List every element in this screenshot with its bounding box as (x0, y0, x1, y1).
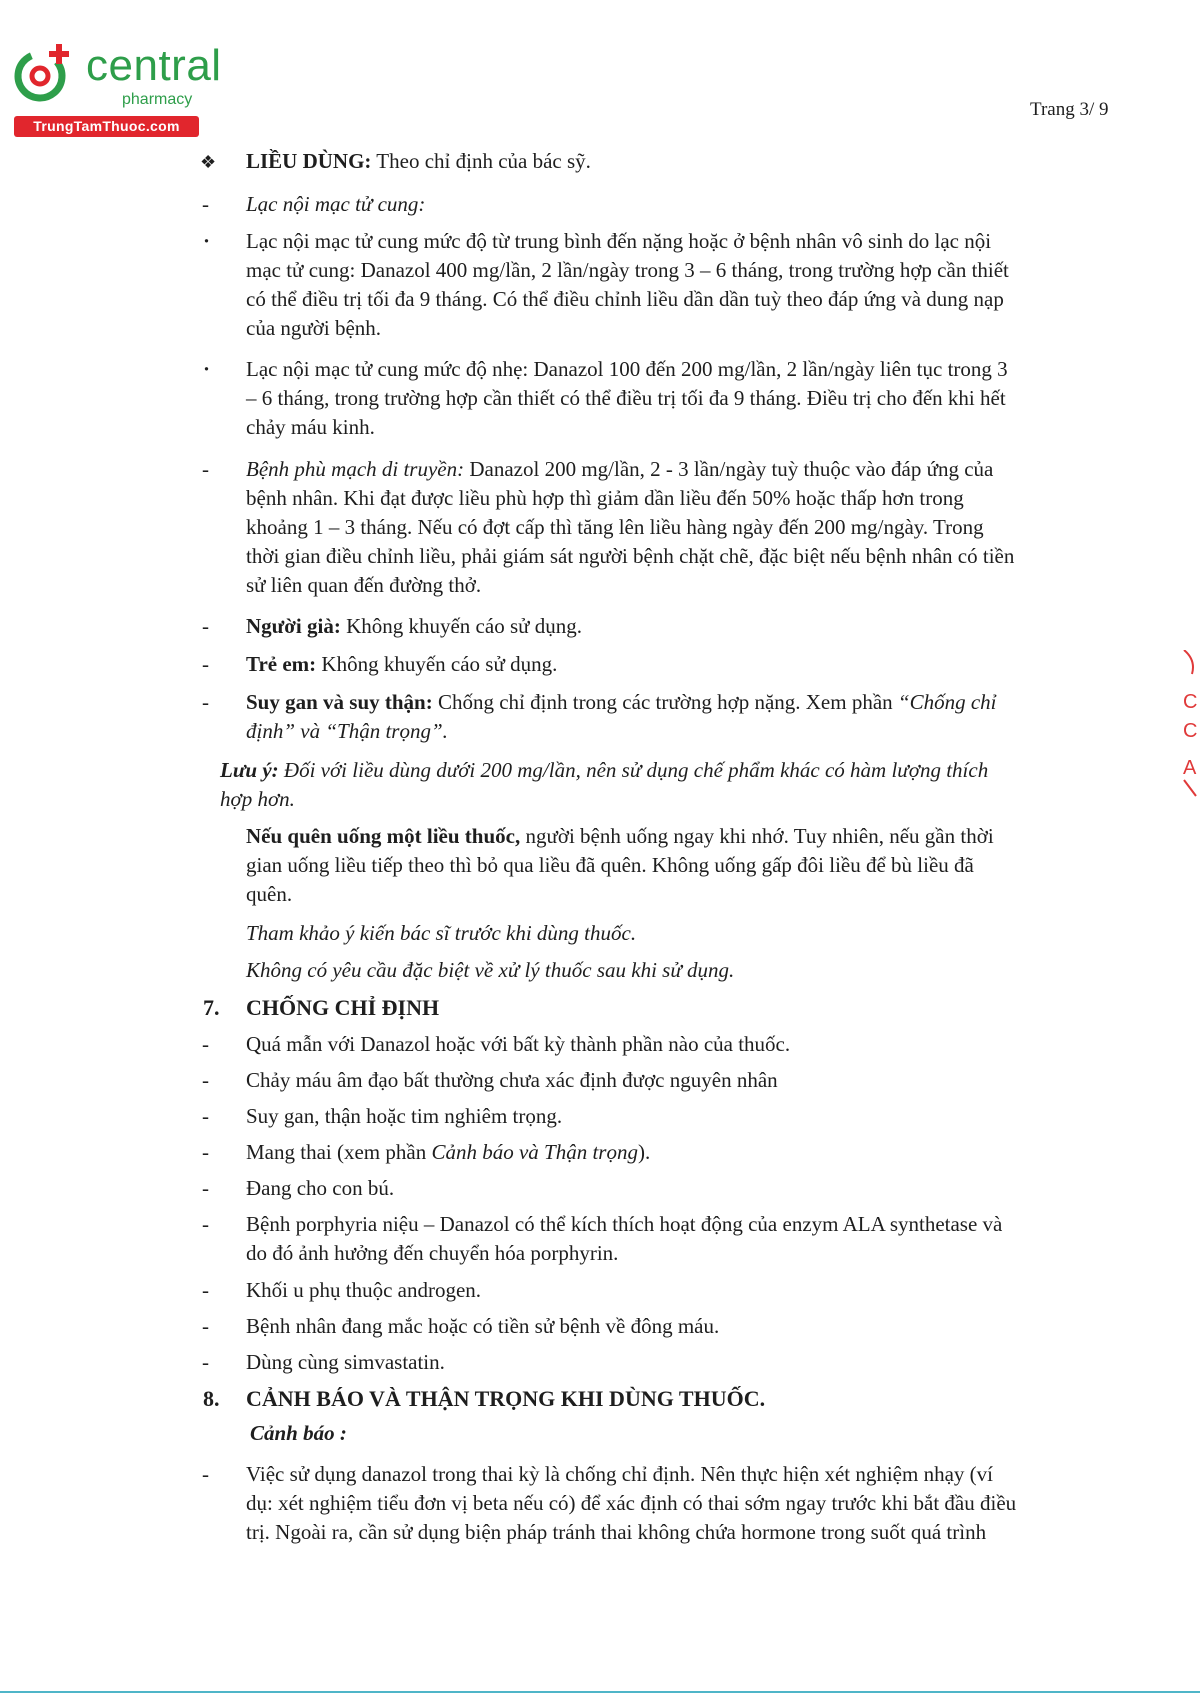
elderly-label: Người già: (246, 614, 341, 638)
angioedema-line (246, 455, 993, 484)
list-dash: - (202, 1462, 209, 1486)
stamp-marks-icon (1180, 650, 1200, 800)
disposal-line: Không có yêu cầu đặc biệt về xử lý thuốc sau khi sử dụng. (246, 958, 735, 982)
elderly-text: Không khuyến cáo sử dụng. (340, 614, 582, 638)
renal-reference: “Chống chỉ (897, 690, 997, 714)
page-number: Trang 3/ 9 (1030, 99, 1109, 120)
dosage-heading (246, 147, 591, 176)
contraindication-item: do đó ảnh hưởng đến chuyển hóa porphyrin. (246, 1241, 619, 1265)
contraindication-item: Suy gan, thận hoặc tim nghiêm trọng. (246, 1104, 563, 1128)
contraindication-item: Khối u phụ thuộc androgen. (246, 1278, 482, 1302)
endometriosis-severe-line: của người bệnh. (246, 316, 382, 340)
list-dash: - (202, 1032, 209, 1056)
list-dash: - (202, 690, 209, 714)
pharmacy-cross-icon (12, 42, 76, 106)
missed-dose-line (246, 822, 994, 851)
endometriosis-mild-line: Lạc nội mạc tử cung mức độ nhẹ: Danazol 100 đến 200 mg/lần, 2 lần/ngày liên tục trong 3 (246, 357, 1008, 381)
elderly-line (246, 612, 582, 641)
note-line (220, 756, 988, 785)
list-dot: · (203, 357, 211, 381)
logo-name: central (86, 41, 222, 90)
logo-banner: TrungTamThuoc.com (14, 116, 199, 137)
list-dash: - (202, 1068, 209, 1092)
list-dash: - (202, 457, 209, 481)
list-dash: - (202, 1176, 209, 1200)
note-line: hợp hơn. (220, 787, 295, 811)
endometriosis-mild-line: chảy máu kinh. (246, 415, 375, 439)
renal-line: định” và “Thận trọng”. (246, 719, 448, 743)
pregnancy-text: Mang thai (xem phần (246, 1140, 432, 1164)
pregnancy-reference: Cảnh báo và Thận trọng (431, 1140, 638, 1164)
section-bullet-icon: ❖ (200, 152, 217, 172)
warning-line: trị. Ngoài ra, cần sử dụng biện pháp tránh thai không chứa hormone trong suốt quá trình (246, 1520, 987, 1544)
renal-label: Suy gan và suy thận: (246, 690, 433, 714)
warnings-subheading: Cảnh báo : (250, 1421, 347, 1445)
footer-divider (0, 1691, 1200, 1693)
angioedema-line: bệnh nhân. Khi đạt được liều phù hợp thì giảm dần liều đến 50% hoặc thấp hơn trong (246, 486, 964, 510)
children-label: Trẻ em: (246, 652, 317, 676)
missed-dose-line: quên. (246, 882, 293, 906)
pregnancy-text-end: ). (637, 1140, 651, 1164)
dosage-title-text: Theo chỉ định của bác sỹ. (371, 149, 591, 173)
section-8-title: CẢNH BÁO VÀ THẬN TRỌNG KHI DÙNG THUỐC. (246, 1386, 766, 1411)
contraindication-item: Quá mẫn với Danazol hoặc với bất kỳ thành phần nào của thuốc. (246, 1032, 791, 1056)
list-dash: - (202, 1104, 209, 1128)
consult-line: Tham khảo ý kiến bác sĩ trước khi dùng thuốc. (246, 921, 637, 945)
list-dash: - (202, 1314, 209, 1338)
svg-text:A: A (1183, 757, 1197, 779)
list-dash: - (202, 1212, 209, 1236)
section-7-number: 7. (203, 995, 220, 1020)
endometriosis-mild-line: – 6 tháng, trong trường hợp cần thiết có thể điều trị tối đa 9 tháng. Điều trị cho đến khi hết (246, 386, 1006, 410)
contraindication-item: Dùng cùng simvastatin. (246, 1350, 445, 1374)
angioedema-line: khoảng 1 – 3 tháng. Nếu có đợt cấp thì tăng lên liều hàng ngày đến 200 mg/ngày. Trong (246, 515, 984, 539)
angioedema-line: thời gian điều chỉnh liều, phải giám sát người bệnh chặt chẽ, đặc biệt nếu bệnh nhân có tiền (246, 544, 1015, 568)
list-dash: - (202, 1140, 209, 1164)
list-dash: - (202, 1350, 209, 1374)
list-dash: - (202, 652, 209, 676)
note-label: Lưu ý: (220, 758, 279, 782)
angioedema-text: Danazol 200 mg/lần, 2 - 3 lần/ngày tuỳ thuộc vào đáp ứng của (464, 457, 994, 481)
dosage-title: LIỀU DÙNG: (246, 149, 372, 173)
endometriosis-heading: Lạc nội mạc tử cung: (246, 192, 426, 216)
svg-text:C: C (1183, 691, 1198, 713)
list-dot: · (203, 229, 211, 253)
svg-text:C: C (1183, 720, 1198, 742)
list-dash: - (202, 1278, 209, 1302)
section-7-title: CHỐNG CHỈ ĐỊNH (246, 995, 440, 1020)
angioedema-line: sử liên quan đến đường thở. (246, 573, 482, 597)
contraindication-item (246, 1138, 650, 1167)
list-dash: - (202, 614, 209, 638)
endometriosis-severe-line: Lạc nội mạc tử cung mức độ từ trung bình đến nặng hoặc ở bệnh nhân vô sinh do lạc nội (246, 229, 992, 253)
angioedema-label: Bệnh phù mạch di truyền: (246, 457, 465, 481)
missed-dose-label: Nếu quên uống một liều thuốc, (246, 824, 521, 848)
children-text: Không khuyến cáo sử dụng. (316, 652, 558, 676)
children-line (246, 650, 557, 679)
renal-line (246, 688, 997, 717)
contraindication-item: Đang cho con bú. (246, 1176, 395, 1200)
central-pharmacy-logo (12, 36, 222, 136)
contraindication-item: Bệnh porphyria niệu – Danazol có thể kích thích hoạt động của enzym ALA synthetase và (246, 1212, 1003, 1236)
warning-line: Việc sử dụng danazol trong thai kỳ là chống chỉ định. Nên thực hiện xét nghiệm nhạy (ví (246, 1462, 993, 1486)
contraindication-item: Bệnh nhân đang mắc hoặc có tiền sử bệnh về đông máu. (246, 1314, 720, 1338)
endometriosis-severe-line: mạc tử cung: Danazol 400 mg/lần, 2 lần/ngày trong 3 – 6 tháng, trong trường hợp cần thiết (246, 258, 1009, 282)
note-text: Đối với liều dùng dưới 200 mg/lần, nên sử dụng chế phẩm khác có hàm lượng thích (278, 758, 989, 782)
endometriosis-severe-line: có thể điều trị tối đa 9 tháng. Có thể điều chỉnh liều dần dần tuỳ theo đáp ứng và dung nạp (246, 287, 1004, 311)
list-dash: - (202, 192, 209, 216)
warning-line: dụ: xét nghiệm tiểu đơn vị beta nếu có) để xác định có thai sớm ngay trước khi bắt đầu điều (246, 1491, 1017, 1515)
logo-subtitle: pharmacy (122, 91, 193, 108)
missed-dose-line: gian uống liều tiếp theo thì bỏ qua liều đã quên. Không uống gấp đôi liều để bù liều đã (246, 853, 974, 877)
missed-dose-text: người bệnh uống ngay khi nhớ. Tuy nhiên, nếu gần thời (520, 824, 994, 848)
contraindication-item: Chảy máu âm đạo bất thường chưa xác định được nguyên nhân (246, 1068, 778, 1092)
stamp-fragment (1180, 650, 1200, 806)
section-8-number: 8. (203, 1386, 220, 1411)
renal-text: Chống chỉ định trong các trường hợp nặng. Xem phần (432, 690, 898, 714)
